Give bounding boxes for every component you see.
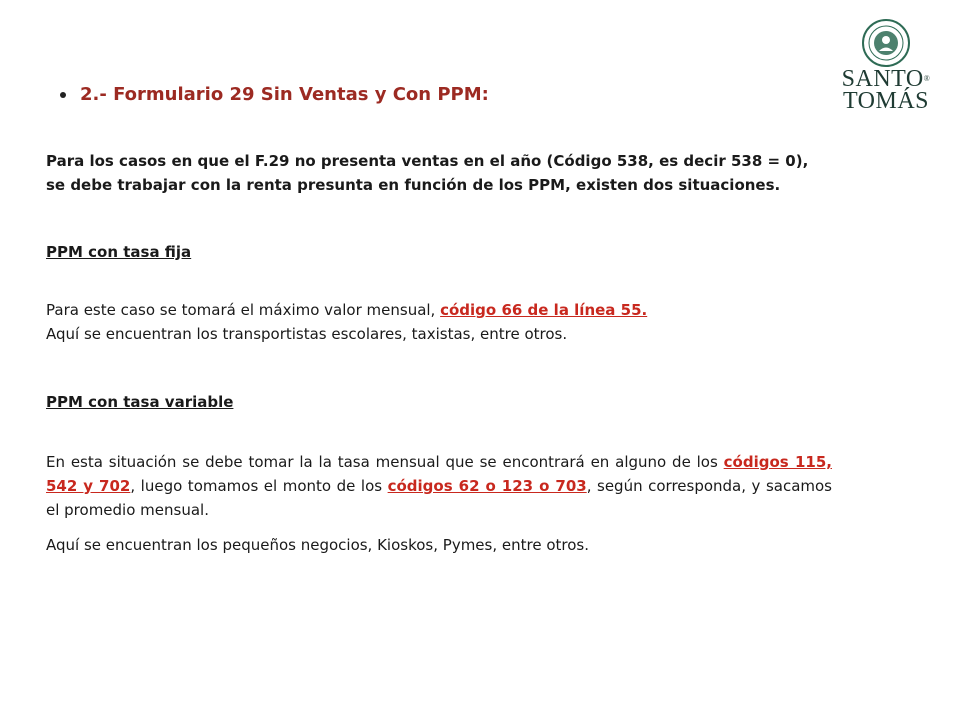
fixed-rate-heading: PPM con tasa fija <box>46 243 192 261</box>
bullet-icon <box>60 92 66 98</box>
variable-rate-paragraph <box>46 450 832 522</box>
fixed-rate-line-1 <box>46 298 832 322</box>
variable-rate-text-end: , según corresponda, y sacamos el promedio mensual. <box>46 477 832 519</box>
codigo-66-link[interactable]: código 66 de la línea 55. <box>440 301 648 319</box>
fixed-rate-paragraph <box>46 298 832 346</box>
fixed-rate-line-2: Aquí se encuentran los transportistas escolares, taxistas, entre otros. <box>46 325 568 343</box>
codigos-115-542-702-link[interactable]: códigos 115, 542 y 702 <box>46 453 832 495</box>
title-row <box>60 84 489 105</box>
santo-tomas-logo <box>836 18 936 128</box>
fixed-rate-text: Para este caso se tomará el máximo valor mensual, <box>46 301 441 319</box>
codigos-62-123-703-link[interactable]: códigos 62 o 123 o 703 <box>387 477 587 495</box>
intro-paragraph <box>46 149 832 197</box>
variable-rate-heading: PPM con tasa variable <box>46 393 234 411</box>
variable-rate-text-mid: , luego tomamos el monto de los <box>130 477 388 495</box>
intro-line-1: Para los casos en que el F.29 no presenta ventas en el año (Código 538, es decir 538 = 0), <box>46 152 809 170</box>
variable-rate-line-2: Aquí se encuentran los pequeños negocios, Kioskos, Pymes, entre otros. <box>46 536 589 554</box>
seal-icon <box>861 18 911 68</box>
intro-line-2: se debe trabajar con la renta presunta en función de los PPM, existen dos situaciones. <box>46 176 781 194</box>
variable-rate-text-start: En esta situación se debe tomar la la tasa mensual que se encontrará en alguno de los <box>46 453 724 471</box>
logo-text-santo: SANTO® <box>841 66 931 92</box>
slide-title: 2.- Formulario 29 Sin Ventas y Con PPM: <box>80 84 489 105</box>
logo-text-tomas: TOMÁS <box>842 88 930 114</box>
